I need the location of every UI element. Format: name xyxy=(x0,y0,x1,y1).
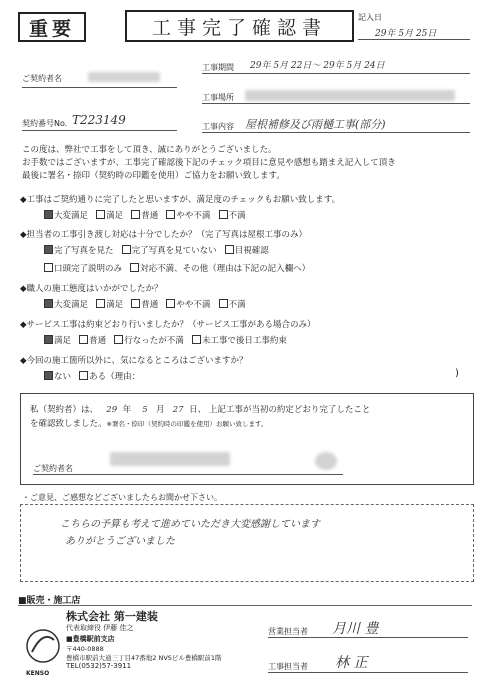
checked-box-icon[interactable] xyxy=(44,299,53,308)
checked-box-icon[interactable] xyxy=(44,371,53,380)
document-title: 工事完了確認書 xyxy=(125,10,354,42)
work-site-label: 工事場所 xyxy=(202,93,234,102)
checkbox-icon[interactable] xyxy=(96,299,105,308)
checkbox-icon[interactable] xyxy=(192,335,201,344)
q3-opt-2[interactable]: 満足 xyxy=(96,300,123,310)
work-period-label: 工事期間 xyxy=(202,63,234,72)
confirm-name-label: ご契約者名 xyxy=(33,464,73,473)
company-rep: 代表取締役 伊藤 佳之 xyxy=(66,624,134,632)
confirm-line-2: を確認致しました。※署名・捺印（契約時の印鑑を使用）お願い致します。 xyxy=(30,419,268,429)
checkbox-icon[interactable] xyxy=(131,299,140,308)
q3-opt-5[interactable]: 不満 xyxy=(219,300,246,310)
sales-rep-name[interactable]: 月川 豊 xyxy=(332,621,379,637)
intro-line-1: この度は、弊社で工事をして頂き、誠にありがとうございました。 xyxy=(22,145,277,155)
confirm-year[interactable]: 29 xyxy=(106,405,118,415)
contract-no-value[interactable]: T223149 xyxy=(72,113,126,127)
q1-opt-2[interactable]: 満足 xyxy=(96,211,123,221)
reason-close-paren: ) xyxy=(455,368,459,379)
intro-line-3: 最後に署名・捺印（契約時の印鑑を使用）ご協力をお願い致します。 xyxy=(22,171,285,181)
q4-opt-3[interactable]: 行なったが不満 xyxy=(114,336,184,346)
question-3: ◆職人の施工態度はいかがでしたか？ xyxy=(20,284,163,294)
q2-opt-3[interactable]: 目視確認 xyxy=(225,246,269,256)
q2-opt-5[interactable]: 対応不満、その他（理由は下記の記入欄へ） xyxy=(130,264,310,274)
checkbox-icon[interactable] xyxy=(79,335,88,344)
confirm-note: ※署名・捺印（契約時の印鑑を使用）お願い致します。 xyxy=(106,420,268,428)
question-5: ◆今回の施工箇所以外に、気になるところはございますか？ xyxy=(20,356,248,366)
company-name: 株式会社 第一建装 xyxy=(66,610,158,623)
redacted-work-site xyxy=(245,90,455,101)
q2-options-row1[interactable] xyxy=(44,244,269,256)
work-period-value[interactable]: 29年 5月 22日〜 29年 5月 24日 xyxy=(250,61,385,71)
intro-line-2: お手数ではございますが、工事完了確認後下記のチェック項目に意見や感想も踏まえ記入して頂き xyxy=(22,158,396,168)
q1-opt-4[interactable]: やや不満 xyxy=(166,211,210,221)
checkbox-icon[interactable] xyxy=(122,245,131,254)
q4-opt-2[interactable]: 普通 xyxy=(79,336,106,346)
q2-options-row2[interactable] xyxy=(44,262,310,274)
footer-divider xyxy=(18,605,472,606)
q2-opt-4[interactable]: 口頭完了説明のみ xyxy=(44,264,122,274)
company-address: 豊橋市駅前大通三丁目47番地2 NVSビル豊橋駅前1階 xyxy=(66,654,222,662)
comments-line-1[interactable]: こちらの予算も考えて進めていただき大変感謝しています xyxy=(60,519,320,530)
checked-box-icon[interactable] xyxy=(44,210,53,219)
question-4: ◆サービス工事は約束どおり行いましたか？（サービス工事がある場合のみ） xyxy=(20,320,316,330)
customer-name-label: ご契約者名 xyxy=(22,74,62,83)
checkbox-icon[interactable] xyxy=(225,245,234,254)
checkbox-icon[interactable] xyxy=(44,263,53,272)
q4-opt-4[interactable]: 未工事で後日工事約束 xyxy=(192,336,287,346)
redacted-customer-name xyxy=(88,72,160,82)
sales-rep-label: 営業担当者 xyxy=(268,627,308,636)
checked-box-icon[interactable] xyxy=(44,335,53,344)
q4-opt-1[interactable]: 満足 xyxy=(44,336,71,346)
q1-options[interactable] xyxy=(44,209,246,221)
q3-opt-1[interactable]: 大変満足 xyxy=(44,300,88,310)
redacted-signature xyxy=(110,452,230,466)
confirm-month[interactable]: 5 xyxy=(142,405,148,415)
confirm-line-1: 私（契約者）は、 29 年 5 月 27 日、 上記工事が当初の約定どおり完了したこと xyxy=(30,405,371,415)
entry-date[interactable]: 29年 5月 25日 xyxy=(375,29,437,39)
comments-line-2[interactable]: ありがとうございました xyxy=(65,536,175,547)
important-stamp: 重要 xyxy=(18,12,86,42)
checked-box-icon[interactable] xyxy=(44,245,53,254)
checkbox-icon[interactable] xyxy=(166,299,175,308)
q2-opt-2[interactable]: 完了写真を見ていない xyxy=(122,246,217,256)
q2-opt-1[interactable]: 完了写真を見た xyxy=(44,246,114,256)
checkbox-icon[interactable] xyxy=(131,210,140,219)
checkbox-icon[interactable] xyxy=(114,335,123,344)
question-2: ◆担当者の工事引き渡し対応は十分でしたか？（完了写真は屋根工事のみ） xyxy=(20,230,308,240)
work-rep-name[interactable]: 林 正 xyxy=(335,655,368,671)
q1-opt-5[interactable]: 不満 xyxy=(219,211,246,221)
q1-opt-3[interactable]: 普通 xyxy=(131,211,158,221)
work-rep-label: 工事担当者 xyxy=(268,662,308,671)
company-zip: 〒440-0888 xyxy=(66,645,104,653)
checkbox-icon[interactable] xyxy=(96,210,105,219)
company-branch: ■豊橋駅前支店 xyxy=(66,635,115,643)
q4-options[interactable] xyxy=(44,334,287,346)
q3-opt-4[interactable]: やや不満 xyxy=(166,300,210,310)
checkbox-icon[interactable] xyxy=(219,210,228,219)
comments-label: ・ご意見、ご感想などございましたらお聞かせ下さい。 xyxy=(22,493,222,502)
q5-opt-1[interactable]: ない xyxy=(44,372,71,382)
footer-section-label: ■販売・施工店 xyxy=(18,596,81,606)
question-1: ◆工事はご契約通りに完了したと思いますが、満足度のチェックもお願い致します。 xyxy=(20,195,341,205)
kenso-logo-text: KENSO xyxy=(26,670,50,677)
q5-opt-2[interactable]: ある（理由： xyxy=(79,372,140,382)
redacted-seal xyxy=(315,452,337,470)
checkbox-icon[interactable] xyxy=(79,371,88,380)
company-tel: TEL(0532)57-3911 xyxy=(66,662,132,670)
confirm-day[interactable]: 27 xyxy=(172,405,184,415)
q3-opt-3[interactable]: 普通 xyxy=(131,300,158,310)
q1-opt-1[interactable]: 大変満足 xyxy=(44,211,88,221)
q3-options[interactable] xyxy=(44,298,246,310)
entry-date-label: 記入日 xyxy=(358,13,382,22)
checkbox-icon[interactable] xyxy=(130,263,139,272)
kenso-logo-icon xyxy=(24,626,62,670)
work-content-value[interactable]: 屋根補修及び雨樋工事(部分) xyxy=(245,118,386,131)
contract-no-label: 契約番号No. xyxy=(22,119,68,128)
checkbox-icon[interactable] xyxy=(166,210,175,219)
q5-options[interactable] xyxy=(44,370,140,382)
work-content-label: 工事内容 xyxy=(202,122,234,131)
checkbox-icon[interactable] xyxy=(219,299,228,308)
